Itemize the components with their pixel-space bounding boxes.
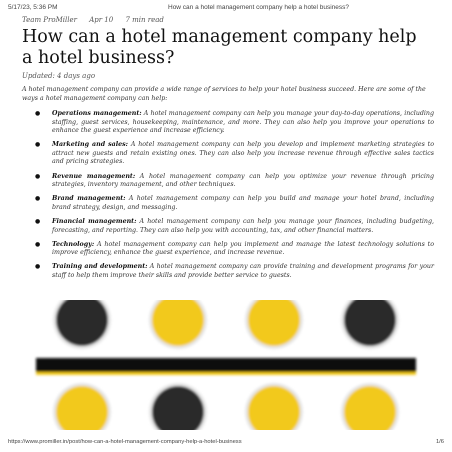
list-item-term: Marketing and sales: bbox=[52, 141, 129, 149]
intro-paragraph: A hotel management company can provide a wide range of services to help your hotel business succeed. Here are some of the ways a hotel management company can help: bbox=[22, 86, 426, 102]
post-meta bbox=[22, 16, 174, 24]
list-item-term: Financial management: bbox=[52, 217, 137, 225]
bullet-icon: ● bbox=[35, 217, 41, 225]
print-date: 5/17/23, 5:36 PM bbox=[8, 4, 58, 11]
list-item-term: Brand management: bbox=[52, 195, 126, 203]
list-item-text: A hotel management company can help you optimize your revenue through pricing strategies, inventory management, and other techniques. bbox=[52, 172, 434, 189]
page-url: https://www.promiller.in/post/how-can-a-hotel-management-company-help-a-hotel-business bbox=[8, 439, 242, 445]
list-item-term: Operations management: bbox=[52, 110, 142, 117]
post-date: Apr 10 bbox=[89, 16, 114, 24]
read-time: 7 min read bbox=[125, 16, 164, 24]
print-doc-title: How can a hotel management company help a hotel business? bbox=[168, 4, 350, 11]
list-item-text: A hotel management company can help you develop and implement marketing strategies to attract new guests and retain existing ones. They can also help you increase revenue through effective sales tactics and pricing strategies. bbox=[52, 141, 434, 166]
print-header bbox=[8, 4, 444, 14]
list-item-text: A hotel management company can help you build and manage your hotel brand, including brand strategy, design, and messaging. bbox=[52, 195, 434, 211]
bullet-icon: ● bbox=[35, 240, 41, 248]
list-item-term: Revenue management: bbox=[52, 172, 136, 180]
list-item bbox=[22, 241, 434, 258]
page-title: How can a hotel management company help a hotel business? bbox=[22, 27, 417, 68]
bullet-icon: ● bbox=[35, 172, 41, 180]
list-item bbox=[22, 173, 434, 190]
list-item-text: A hotel management company can help you implement and manage the latest technology solutions to improve efficiency, enhance the guest experience, and increase revenue. bbox=[52, 240, 434, 257]
list-item bbox=[22, 195, 434, 212]
author-link[interactable]: Team ProMiller bbox=[22, 16, 77, 24]
bullet-icon: ● bbox=[35, 110, 41, 117]
list-item-text: A hotel management company can help you manage your day-to-day operations, including staffing, guest services, housekeeping, maintenance, and more. They can also help you improve your operations to enhance the guest experience and increase efficiency. bbox=[52, 110, 434, 135]
list-item bbox=[22, 110, 434, 136]
infographic-graphic bbox=[30, 300, 422, 430]
list-item-term: Training and development: bbox=[52, 263, 148, 271]
services-list bbox=[22, 110, 434, 286]
bullet-icon: ● bbox=[35, 195, 41, 203]
services-infographic bbox=[30, 300, 422, 430]
infographic-banner bbox=[36, 358, 416, 372]
infographic-banner-stripe bbox=[36, 372, 416, 375]
list-item-term: Technology: bbox=[52, 240, 95, 248]
list-item-text: A hotel management company can help you manage your finances, including budgeting, forecasting, and reporting. They can also help you with accounting, tax, and other financial matters. bbox=[52, 217, 434, 234]
print-footer bbox=[8, 439, 444, 448]
bullet-icon: ● bbox=[35, 141, 41, 149]
page-number: 1/6 bbox=[435, 439, 444, 445]
list-item-text: A hotel management company can provide training and development programs for your staff to help them improve their skills and provide better service to guests. bbox=[52, 263, 434, 279]
list-item bbox=[22, 141, 434, 167]
list-item bbox=[22, 218, 434, 235]
list-item bbox=[22, 263, 434, 280]
updated-label: Updated: 4 days ago bbox=[22, 72, 96, 80]
bullet-icon: ● bbox=[35, 263, 41, 271]
